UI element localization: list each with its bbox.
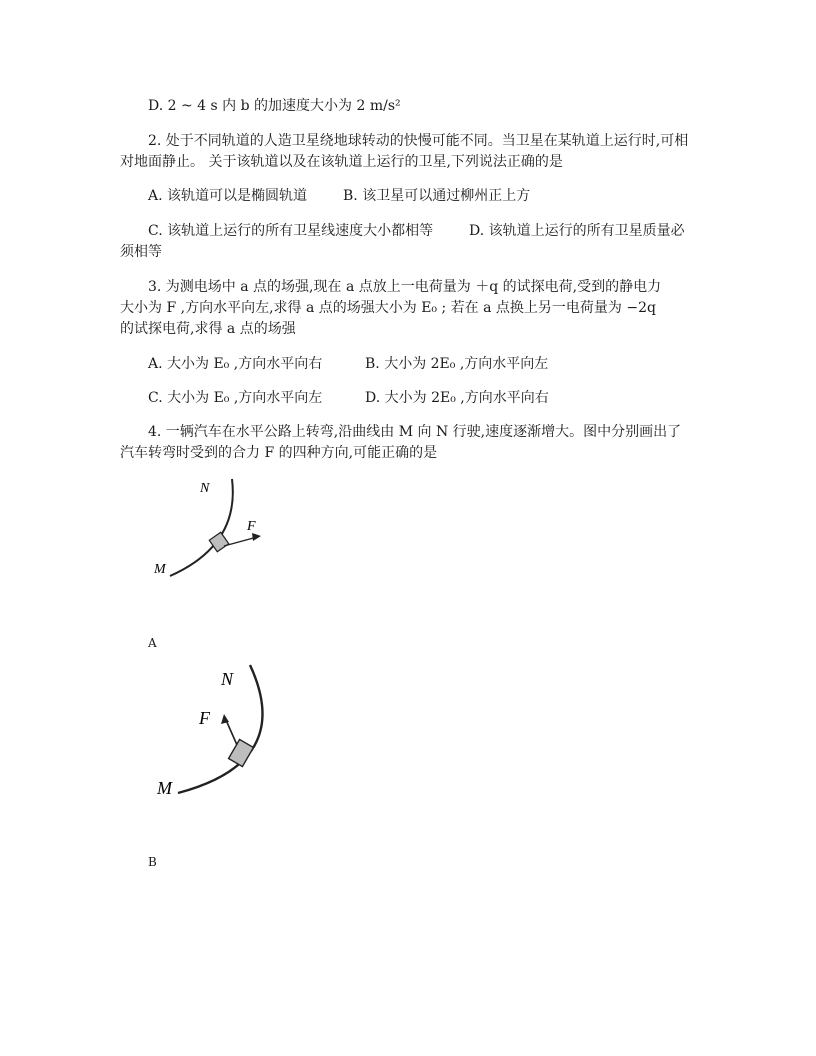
- q2-stem-line2: 对地面静止。 关于该轨道以及在该轨道上运行的卫星,下列说法正确的是: [120, 154, 563, 170]
- figure-a-label-f: F: [247, 519, 256, 534]
- q3-stem-line3: 的试探电荷,求得 a 点的场强: [120, 321, 296, 337]
- q2-option-c: C. 该轨道上运行的所有卫星线速度大小都相等: [148, 223, 434, 239]
- q2-option-b: B. 该卫星可以通过柳州正上方: [343, 188, 531, 204]
- q3-option-a: A. 大小为 E₀ ,方向水平向右: [148, 356, 323, 372]
- figure-a-diagram: [140, 475, 280, 585]
- q4-stem-line1: 4. 一辆汽车在水平公路上转弯,沿曲线由 M 向 N 行驶,速度逐渐增大。图中分别画出了: [148, 424, 682, 440]
- q2-option-a: A. 该轨道可以是椭圆轨道: [148, 188, 308, 204]
- figure-b-car: [229, 739, 254, 766]
- figure-b-label-m: M: [157, 778, 172, 798]
- q2-stem-line1: 2. 处于不同轨道的人造卫星绕地球转动的快慢可能不同。当卫星在某轨道上运行时,可相: [148, 133, 689, 149]
- q4-stem-line2: 汽车转弯时受到的合力 F 的四种方向,可能正确的是: [120, 445, 438, 461]
- figure-b-label-f: F: [199, 708, 210, 728]
- figure-a-label-n: N: [200, 481, 210, 496]
- figure-a-label-m: M: [154, 562, 166, 577]
- q3-option-d: D. 大小为 2E₀ ,方向水平向右: [365, 390, 549, 406]
- figure-a-car: [209, 532, 228, 551]
- q3-option-c: C. 大小为 E₀ ,方向水平向左: [148, 390, 323, 406]
- figure-b-caption: B: [148, 855, 157, 869]
- figure-a-caption: A: [148, 636, 157, 650]
- figure-a-arrowhead: [252, 533, 261, 541]
- q3-stem-line1: 3. 为测电场中 a 点的场强,现在 a 点放上一电荷量为 ＋q 的试探电荷,受到的静电力: [148, 279, 662, 295]
- figure-a-force-arrow: [224, 537, 257, 546]
- q3-stem-line2: 大小为 F ,方向水平向左,求得 a 点的场强大小为 E₀ ; 若在 a 点换上另一电荷量为 −2q: [120, 300, 656, 316]
- figure-b-diagram: [140, 662, 280, 802]
- figure-b-label-n: N: [221, 669, 234, 689]
- q2-option-d-line2: 须相等: [120, 244, 162, 260]
- q3-option-b: B. 大小为 2E₀ ,方向水平向左: [365, 356, 549, 372]
- figure-b-force-arrow: [226, 720, 237, 745]
- q2-option-d-line1: D. 该轨道上运行的所有卫星质量必: [469, 223, 685, 239]
- q1-option-d: D. 2 ~ 4 s 内 b 的加速度大小为 2 m/s²: [148, 98, 401, 114]
